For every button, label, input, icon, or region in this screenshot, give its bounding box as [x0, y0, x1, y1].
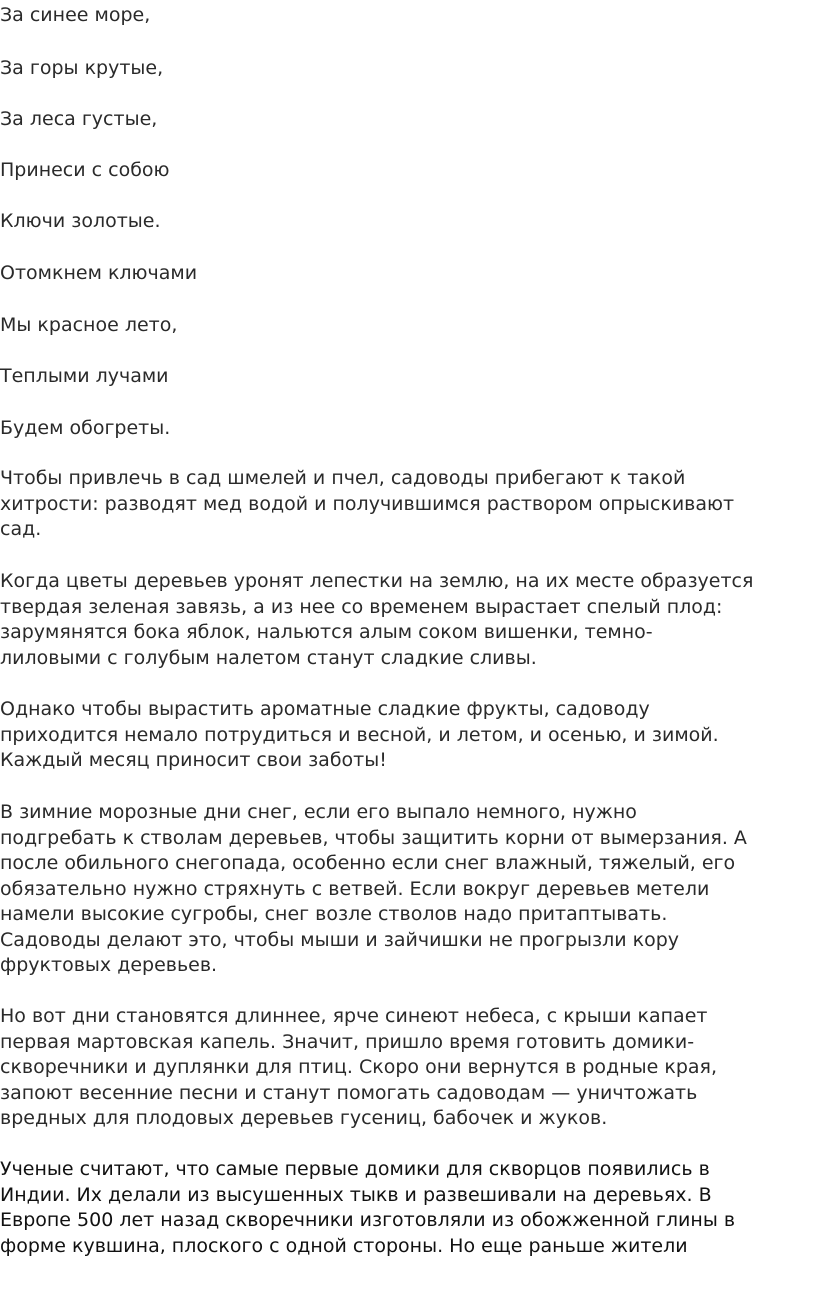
paragraph-line: обязательно нужно стряхнуть с ветвей. Если вокруг деревьев метели — [0, 877, 710, 900]
paragraph-line: сад. — [0, 518, 42, 540]
paragraph-line: хитрости: разводят мед водой и получившимся раствором опрыскивают — [0, 492, 735, 515]
verse-line: Отомкнем ключами — [0, 262, 198, 284]
paragraph-line: приходится немало потрудиться и весной, и летом, и осенью, и зимой. — [0, 723, 719, 746]
paragraph-line: Индии. Их делали из высушенных тыкв и развешивали на деревьях. В — [0, 1183, 712, 1206]
paragraph-line: фруктовых деревьев. — [0, 954, 218, 976]
paragraph-line: запоют весенние песни и станут помогать садоводам — уничтожать — [0, 1081, 698, 1104]
paragraph-line: твердая зеленая завязь, а из нее со временем вырастает спелый плод: — [0, 595, 723, 618]
verse-line: Ключи золотые. — [0, 210, 161, 232]
paragraph-fruits — [0, 569, 816, 671]
verse-line: Мы красное лето, — [0, 314, 178, 336]
paragraph-line: Каждый месяц приносит свои заботы! — [0, 749, 387, 771]
paragraph-line: лиловыми с голубым налетом станут сладкие сливы. — [0, 646, 537, 669]
verse-line: Принеси с собою — [0, 159, 170, 181]
paragraph-line: вредных для плодовых деревьев гусениц, бабочек и жуков. — [0, 1107, 608, 1129]
paragraph-spring — [0, 1004, 816, 1132]
paragraph-line: Однако чтобы вырастить ароматные сладкие фрукты, садоводу — [0, 698, 650, 720]
paragraph-winter — [0, 800, 816, 979]
paragraph-line: намели высокие сугробы, снег возле стволов надо притаптывать. — [0, 903, 668, 925]
verse-line: Теплыми лучами — [0, 365, 169, 387]
paragraph-line: В зимние морозные дни снег, если его выпало немного, нужно — [0, 801, 637, 823]
paragraph-seasons — [0, 697, 816, 774]
paragraph-line: Чтобы привлечь в сад шмелей и пчел, садоводы прибегают к такой — [0, 467, 686, 489]
paragraph-line: Когда цветы деревьев уронят лепестки на землю, на их месте образуется — [0, 570, 754, 592]
verse-line: За леса густые, — [0, 108, 158, 130]
paragraph-line: после обильного снегопада, особенно если снег влажный, тяжелый, его — [0, 852, 736, 874]
paragraph-line: Ученые считают, что самые первые домики для скворцов появились в — [0, 1158, 710, 1180]
paragraph-line: Садоводы делают это, чтобы мыши и зайчишки не прогрызли кору — [0, 928, 680, 951]
paragraph-line: скворечники и дуплянки для птиц. Скоро они вернутся в родные края, — [0, 1056, 717, 1078]
paragraph-line: Но вот дни становятся длиннее, ярче синеют небеса, с крыши капает — [0, 1005, 708, 1027]
paragraph-line: подгребать к стволам деревьев, чтобы защитить корни от вымерзания. А — [0, 826, 747, 849]
verse-line: За синее море, — [0, 4, 151, 26]
paragraph-bees — [0, 466, 816, 543]
paragraph-line: зарумянятся бока яблок, нальются алым соком вишенки, темно- — [0, 621, 653, 643]
paragraph-starling-houses — [0, 1157, 816, 1259]
paragraph-line: первая мартовская капель. Значит, пришло время готовить домики- — [0, 1030, 695, 1053]
verse-line: За горы крутые, — [0, 57, 164, 79]
paragraph-line: Европе 500 лет назад скворечники изготовляли из обожженной глины в — [0, 1209, 736, 1231]
verse-line: Будем обогреты. — [0, 417, 171, 439]
paragraph-line: форме кувшина, плоского с одной стороны. Но еще раньше жители — [0, 1234, 688, 1257]
